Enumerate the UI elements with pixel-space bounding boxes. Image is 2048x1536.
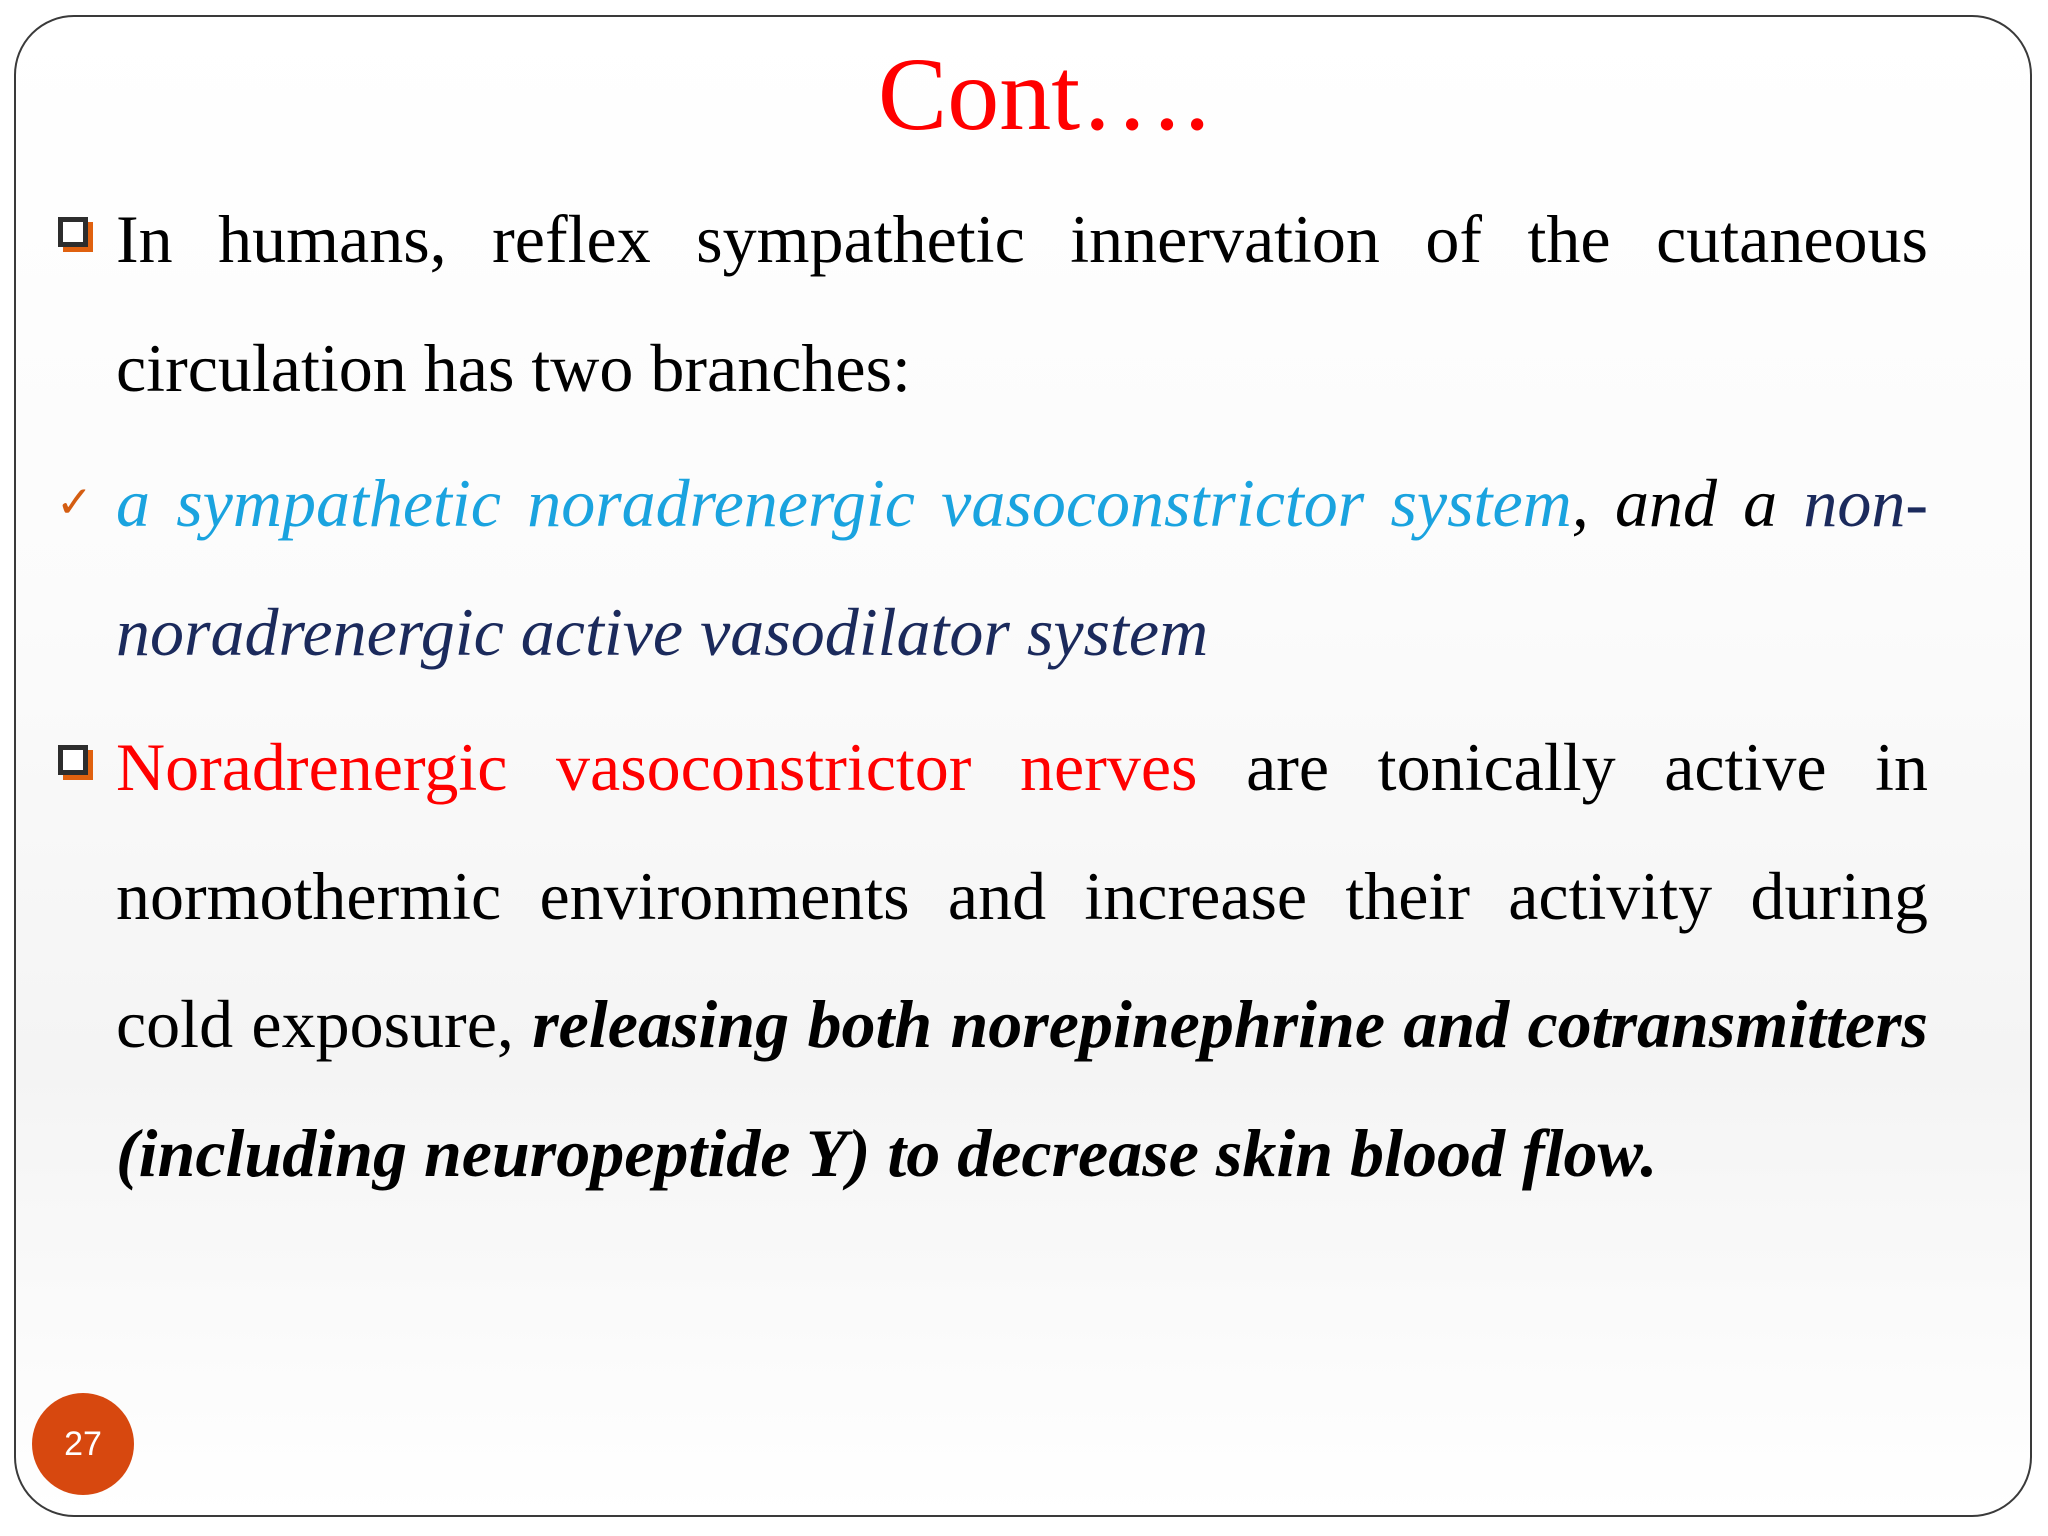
page-number-badge: 27: [32, 1393, 134, 1495]
bullet-paragraph-1: [116, 175, 1928, 432]
sympathetic-system-text: a sympathetic noradrenergic vasoconstrictor system: [116, 465, 1572, 541]
and-connector-text: , and a: [1571, 465, 1778, 541]
releasing-text: releasing both norepinephrine and cotransmitters (including neuropeptide Y) to decrease skin blood flow.: [116, 986, 1928, 1191]
bullet-paragraph-3: [116, 703, 1928, 1217]
slide-title: Cont….: [877, 37, 1211, 152]
bullet-paragraph-2: [56, 439, 1929, 696]
checkmark-icon: ✓: [56, 477, 93, 528]
tonically-active-text: are tonically active in normothermic environments and increase their activity during cold exposure,: [116, 729, 1929, 1062]
slide-content: [56, 175, 1929, 1224]
bullet-1-text: In humans, reflex sympathetic innervation of the cutaneous circulation has two branches:: [116, 201, 1928, 406]
checkbox-square-icon: [58, 217, 88, 247]
vasodilator-system-text: non-noradrenergic active vasodilator system: [116, 465, 1929, 670]
checkbox-square-icon: [58, 745, 88, 775]
vasoconstrictor-nerves-text: Noradrenergic vasoconstrictor nerves: [116, 729, 1198, 805]
